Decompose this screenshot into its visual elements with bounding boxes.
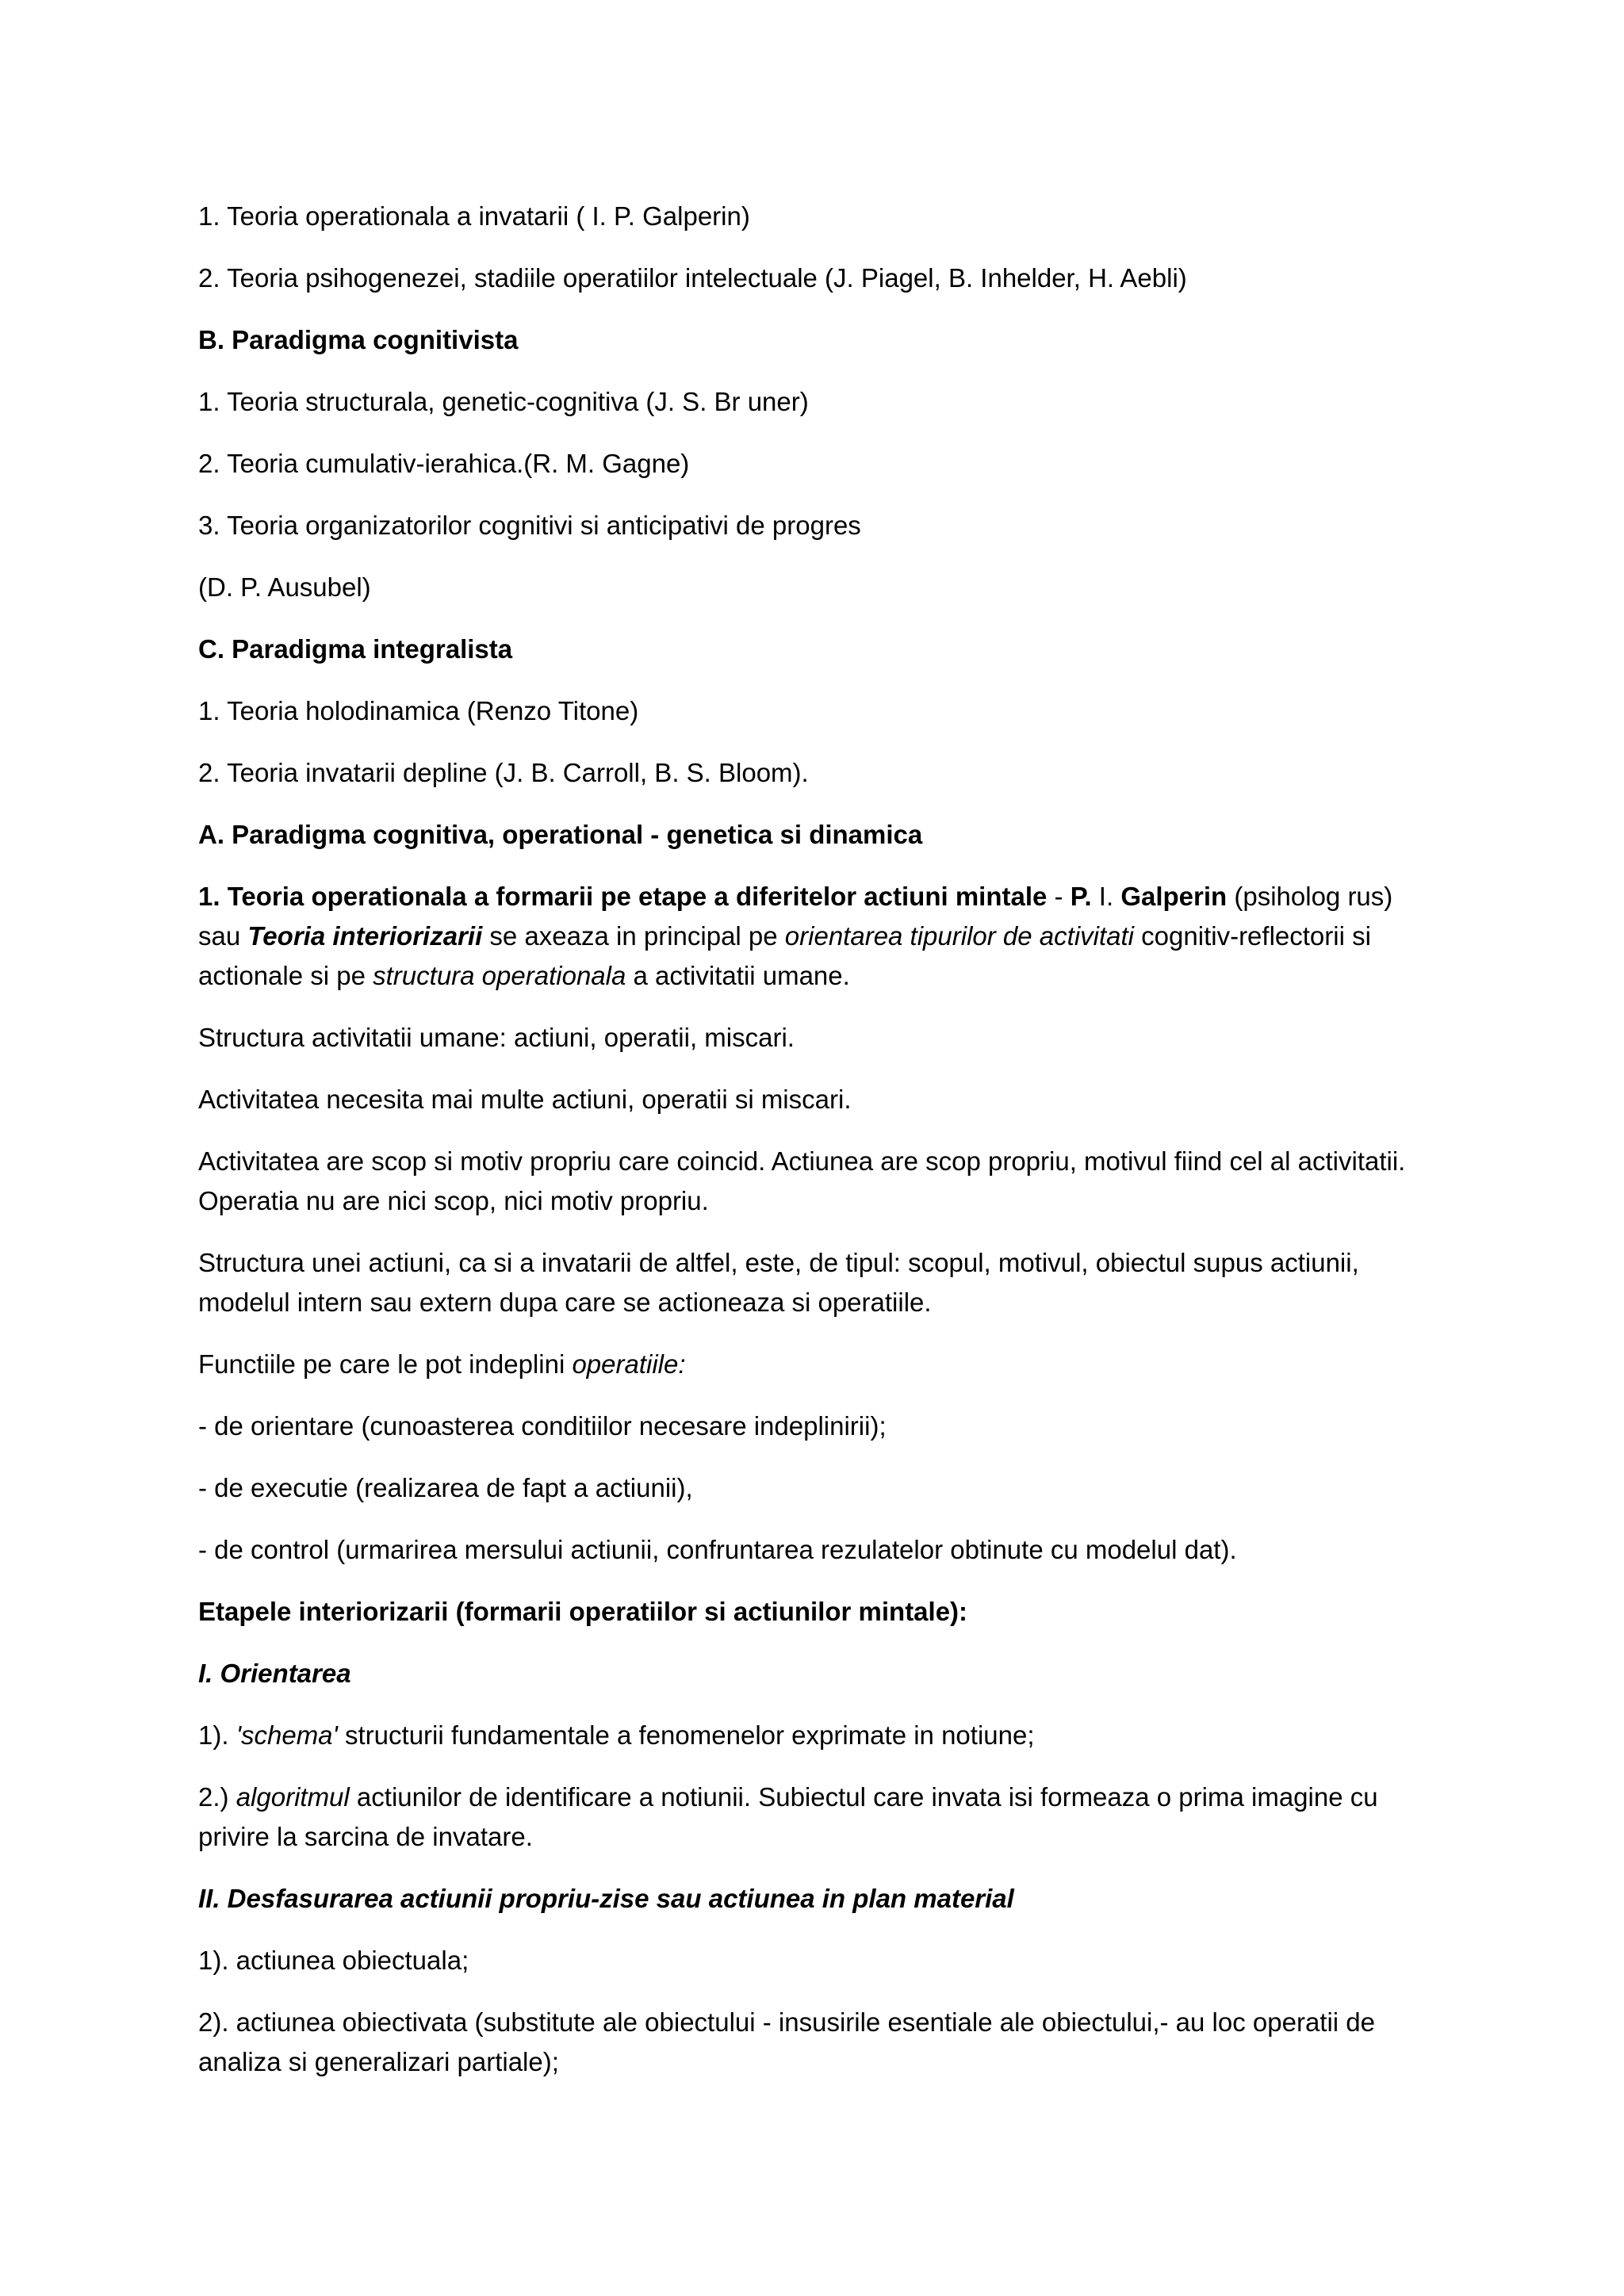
text-run: (psiholog rus) sau [198, 882, 1393, 951]
text-italic: operatiile: [572, 1349, 686, 1379]
text-run: cognitiv-reflectorii si actionale si pe [198, 921, 1371, 990]
text-run: - [1047, 882, 1071, 911]
paragraph: Structura activitatii umane: actiuni, operatii, miscari. [198, 1023, 795, 1052]
list-item: 1). actiunea obiectuala; [198, 1946, 469, 1975]
text-bold: Galperin [1120, 882, 1228, 911]
list-item: 3. Teoria organizatorilor cognitivi si anticipativi de progres [198, 511, 861, 540]
text-run: 1). [198, 1720, 236, 1750]
list-item: 2. Teoria invatarii depline (J. B. Carroll, B. S. Bloom). [198, 758, 809, 787]
list-item [198, 1716, 1435, 1755]
list-item: - de executie (realizarea de fapt a actiunii), [198, 1473, 693, 1502]
text-run: a activitatii umane. [626, 961, 850, 990]
text-italic: algoritmul [236, 1782, 350, 1812]
text-italic: 'schema' [236, 1720, 338, 1750]
text-bold-italic: Teoria interiorizarii [247, 921, 483, 951]
text-run: se axeaza in principal pe [482, 921, 785, 951]
paragraph: Activitatea necesita mai multe actiuni, operatii si miscari. [198, 1085, 852, 1114]
section-heading-b: B. Paradigma cognitivista [198, 325, 519, 354]
text-run: Functiile pe care le pot indeplini [198, 1349, 573, 1379]
section-heading-c: C. Paradigma integralista [198, 634, 513, 664]
subsection-heading-desfasurarea: II. Desfasurarea actiunii propriu-zise sau actiunea in plan material [198, 1884, 1014, 1913]
document-body [198, 197, 1435, 2104]
text-italic: structura operationala [373, 961, 626, 990]
list-item: 2. Teoria psihogenezei, stadiile operatiilor intelectuale (J. Piagel, B. Inhelder, H. Aebli) [198, 263, 1187, 293]
text-bold: P. [1070, 882, 1092, 911]
text-run: structurii fundamentale a fenomenelor exprimate in notiune; [337, 1720, 1035, 1750]
paragraph-galperin [198, 877, 1435, 996]
section-heading-a: A. Paradigma cognitiva, operational - genetica si dinamica [198, 820, 923, 849]
paragraph: Structura unei actiuni, ca si a invatarii de altfel, este, de tipul: scopul, motivul, obiectul supus actiunii, modelul intern sau extern dupa care se actioneaza si operatiile. [198, 1248, 1359, 1317]
list-item: 1. Teoria structurala, genetic-cognitiva (J. S. Br uner) [198, 387, 809, 416]
text-run: 2.) [198, 1782, 236, 1812]
list-item: - de control (urmarirea mersului actiunii, confruntarea rezulatelor obtinute cu modelul dat). [198, 1535, 1237, 1564]
text-run: actiunilor de identificare a notiunii. Subiectul care invata isi formeaza o prima imagine cu privire la sarcina de invatare. [198, 1782, 1378, 1851]
list-item-author: (D. P. Ausubel) [198, 572, 371, 602]
paragraph: Activitatea are scop si motiv propriu care coincid. Actiunea are scop propriu, motivul fiind cel al activitatii. Operatia nu are nici scop, nici motiv propriu. [198, 1146, 1406, 1215]
list-item: - de orientare (cunoasterea conditiilor necesare indeplinirii); [198, 1411, 887, 1441]
text-bold: 1. Teoria operationala a formarii pe etape a diferitelor actiuni mintale [198, 882, 1048, 911]
list-item: 2). actiunea obiectivata (substitute ale obiectului - insusirile esentiale ale obiectului,- au loc operatii de analiza si generalizari partiale); [198, 2007, 1376, 2076]
list-item: 1. Teoria holodinamica (Renzo Titone) [198, 696, 639, 725]
text-italic: orientarea tipurilor de activitati [784, 921, 1135, 951]
list-item: 1. Teoria operationala a invatarii ( I. P. Galperin) [198, 201, 750, 231]
list-item: 2. Teoria cumulativ-ierahica.(R. M. Gagne) [198, 449, 690, 478]
list-item [198, 1777, 1435, 1857]
text-run: I. [1091, 882, 1121, 911]
section-heading-etape: Etapele interiorizarii (formarii operatiilor si actiunilor mintale): [198, 1597, 968, 1626]
subsection-heading-orientarea: I. Orientarea [198, 1659, 351, 1688]
paragraph-functions [198, 1345, 1435, 1384]
